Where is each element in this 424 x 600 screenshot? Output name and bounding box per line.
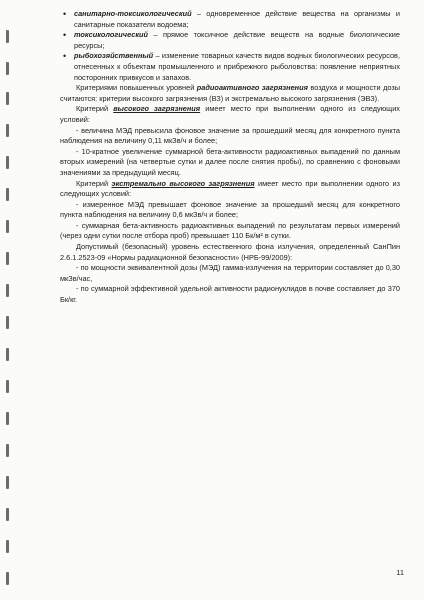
high-condition-2: - 10-кратное увеличение суммарной бета-активности радиоактивных выпадений по данным вторых измерений (на четвертые сутки и далее после снятия пробы), по сравнению с фоновыми значениями за предыдущий месяц. [60,146,400,177]
high-tail: имеет место при выполнении одного из следующих условий: [60,104,400,124]
bullet-toxicological-text: – прямое токсичное действие веществ на водные биологические ресурсы; [74,30,400,50]
term-sanitary: санитарно-токсикологический [74,9,192,18]
high-lead: Критерий [76,104,114,114]
paragraph-high-pollution [60,104,400,125]
paragraph-criteria [60,83,400,104]
paragraph-extreme-pollution [60,179,400,200]
page-number: 11 [396,568,404,577]
document-body [60,9,400,306]
bullet-dot-icon: • [63,51,67,62]
term-toxicological: токсикологический [74,30,149,40]
bullet-sanitary-text: – одновременное действие вещества на организмы и санитарные показатели водоема; [74,9,400,29]
criteria-lead: Критериями повышенных уровней [76,83,197,93]
allowed-condition-1: - по мощности эквивалентной дозы (МЭД) гамма-излучения на территории составляет до 0,30 мкЗв/час, [60,263,400,283]
extreme-lead: Критерий [76,178,112,188]
binding-holes [0,0,14,600]
allowed-condition-2: - по суммарной эффективной удельной активности радионуклидов в почве составляет до 370 Бк/кг. [60,284,400,305]
term-radioactive: радиоактивного загрязнения [196,83,308,93]
bullet-fishery [60,51,400,83]
criteria-tail: воздуха и мощности дозы считаются: критерии высокого загрязнения (ВЗ) и экстремально высокого загрязнения (ЭВЗ). [60,83,401,103]
extreme-condition-1: - измеренное МЭД превышает фоновое значение за прошедший месяц для конкретного пункта наблюдения на величину 0,6 мкЗв/ч и более; [60,199,400,220]
paragraph-allowed-level: Допустимый (безопасный) уровень естественного фона излучения, определенный СанПин 2.6.1.2523-09 «Нормы радиационной безопасности» (НРБ-99/2009): [60,242,400,262]
bullet-sanitary [60,9,400,30]
term-high-pollution: высокого загрязнения [113,104,201,114]
term-fishery: рыбохозяйственный [74,51,154,61]
bullet-dot-icon: • [63,30,67,41]
term-extreme-pollution: экстремально высокого загрязнения [111,178,255,188]
bullet-dot-icon: • [63,9,67,19]
extreme-tail: имеет место при выполнении одного из следующих условий: [60,178,400,199]
bullet-toxicological [60,30,400,51]
bullet-fishery-text: – изменение товарных качеств видов водных биологических ресурсов, отнесенных к объектам промышленного и прибрежного рыболовства: появление неприятных посторонних привкусов и запахов. [74,51,400,82]
extreme-condition-2: - суммарная бета-активность радиоактивных выпадений по результатам первых измерений (через одни сутки после отбора проб) превышает 110 Бк/м² в сутки. [60,220,400,241]
high-condition-1: - величина МЭД превысила фоновое значение за прошедший месяц для конкретного пункта наблюдения на величину 0,11 мкЗв/ч и более; [60,125,400,146]
